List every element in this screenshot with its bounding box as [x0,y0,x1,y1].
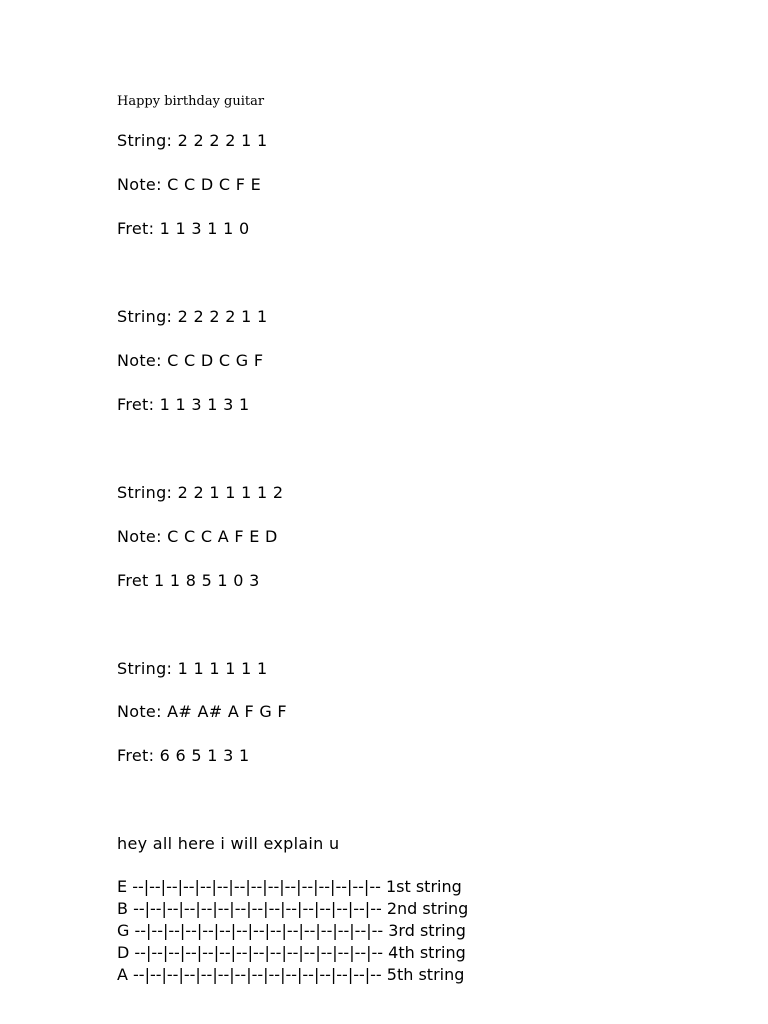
section-1-string-line: String: 2 2 2 2 1 1 [117,131,268,150]
section-4-string-line: String: 1 1 1 1 1 1 [117,659,268,678]
section-3-string-line: String: 2 2 1 1 1 1 2 [117,483,284,502]
section-1-fret-line: Fret: 1 1 3 1 1 0 [117,219,250,238]
section-2-string-line: String: 2 2 2 2 1 1 [117,307,268,326]
tab-line-b-string: B --|--|--|--|--|--|--|--|--|--|--|--|--|--|-- 2nd string [117,899,469,918]
section-2-note-line: Note: C C D C G F [117,351,264,370]
tab-line-g-string: G --|--|--|--|--|--|--|--|--|--|--|--|--|--|-- 3rd string [117,921,466,940]
intro-text: hey all here i will explain u [117,834,340,853]
document-title: Happy birthday guitar [117,94,265,109]
tab-line-d-string: D --|--|--|--|--|--|--|--|--|--|--|--|--|--|-- 4th string [117,943,466,962]
section-1-note-line: Note: C C D C F E [117,175,262,194]
section-3-fret-line: Fret 1 1 8 5 1 0 3 [117,571,260,590]
section-4-note-line: Note: A# A# A F G F [117,702,287,721]
section-2-fret-line: Fret: 1 1 3 1 3 1 [117,395,250,414]
tab-line-a-string: A --|--|--|--|--|--|--|--|--|--|--|--|--|--|-- 5th string [117,965,465,984]
section-4-fret-line: Fret: 6 6 5 1 3 1 [117,746,250,765]
section-3-note-line: Note: C C C A F E D [117,527,278,546]
tab-line-e-string: E --|--|--|--|--|--|--|--|--|--|--|--|--|--|-- 1st string [117,877,462,896]
